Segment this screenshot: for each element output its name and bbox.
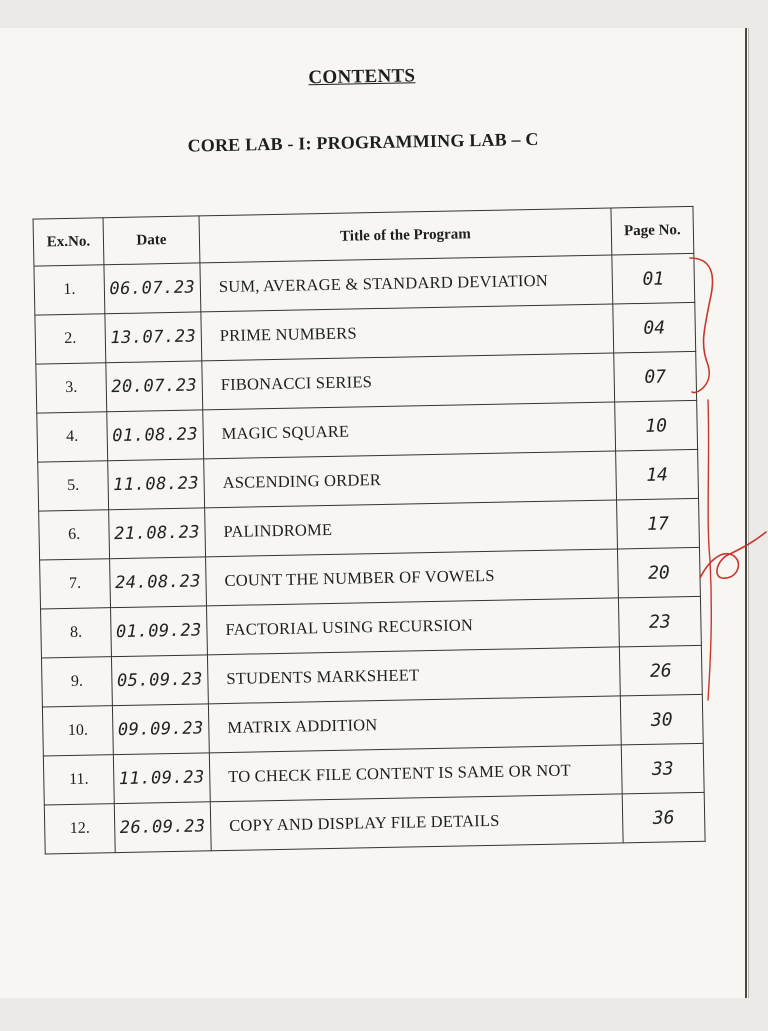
date-cell: 01.09.23 <box>111 606 208 657</box>
page-no-cell: 33 <box>621 743 704 794</box>
red-margin-line <box>708 400 711 700</box>
program-title-cell: ASCENDING ORDER <box>204 451 617 508</box>
ex-no-cell: 11. <box>43 755 114 805</box>
ex-no-cell: 2. <box>35 314 106 364</box>
page-no-cell: 20 <box>617 547 700 598</box>
program-title-cell: COPY AND DISPLAY FILE DETAILS <box>210 794 623 851</box>
ex-no-cell: 5. <box>38 461 109 511</box>
page-no-cell: 36 <box>622 792 705 843</box>
header-page-no: Page No. <box>611 206 694 255</box>
page-no-cell: 10 <box>615 400 698 451</box>
ex-no-cell: 10. <box>42 706 113 756</box>
page-no-cell: 01 <box>612 253 695 304</box>
page-no-cell: 23 <box>618 596 701 647</box>
ex-no-cell: 8. <box>41 608 112 658</box>
date-cell: 26.09.23 <box>114 802 211 853</box>
program-title-cell: PALINDROME <box>205 500 618 557</box>
ex-no-cell: 7. <box>40 559 111 609</box>
date-cell: 11.08.23 <box>108 459 205 510</box>
ex-no-cell: 4. <box>37 412 108 462</box>
date-cell: 06.07.23 <box>104 263 201 314</box>
program-title-cell: COUNT THE NUMBER OF VOWELS <box>206 549 619 606</box>
program-title-cell: FIBONACCI SERIES <box>202 353 615 410</box>
program-title-cell: STUDENTS MARKSHEET <box>207 647 620 704</box>
ex-no-cell: 6. <box>39 510 110 560</box>
date-cell: 21.08.23 <box>109 508 206 559</box>
program-title-cell: MAGIC SQUARE <box>203 402 616 459</box>
date-cell: 13.07.23 <box>105 312 202 363</box>
red-bracket-mark <box>690 258 713 393</box>
page-title: CONTENTS <box>308 65 416 89</box>
program-title-cell: FACTORIAL USING RECURSION <box>207 598 620 655</box>
ex-no-cell: 3. <box>36 363 107 413</box>
header-ex-no: Ex.No. <box>33 218 104 266</box>
date-cell: 24.08.23 <box>110 557 207 608</box>
program-title-cell: PRIME NUMBERS <box>201 304 614 361</box>
page-no-cell: 07 <box>614 351 697 402</box>
lab-subtitle: CORE LAB - I: PROGRAMMING LAB – C <box>187 128 539 156</box>
date-cell: 11.09.23 <box>113 753 210 804</box>
date-cell: 20.07.23 <box>106 361 203 412</box>
page-no-cell: 17 <box>617 498 700 549</box>
date-cell: 09.09.23 <box>112 704 209 755</box>
date-cell: 05.09.23 <box>111 655 208 706</box>
date-cell: 01.08.23 <box>107 410 204 461</box>
program-title-cell: SUM, AVERAGE & STANDARD DEVIATION <box>200 255 613 312</box>
ex-no-cell: 12. <box>44 804 115 854</box>
page-no-cell: 30 <box>620 694 703 745</box>
page-no-cell: 26 <box>619 645 702 696</box>
header-title: Title of the Program <box>199 208 612 263</box>
page-no-cell: 14 <box>616 449 699 500</box>
page-no-cell: 04 <box>613 302 696 353</box>
program-title-cell: MATRIX ADDITION <box>208 696 621 753</box>
ex-no-cell: 1. <box>34 265 105 315</box>
header-date: Date <box>103 216 200 265</box>
program-title-cell: TO CHECK FILE CONTENT IS SAME OR NOT <box>209 745 622 802</box>
ex-no-cell: 9. <box>41 657 112 707</box>
